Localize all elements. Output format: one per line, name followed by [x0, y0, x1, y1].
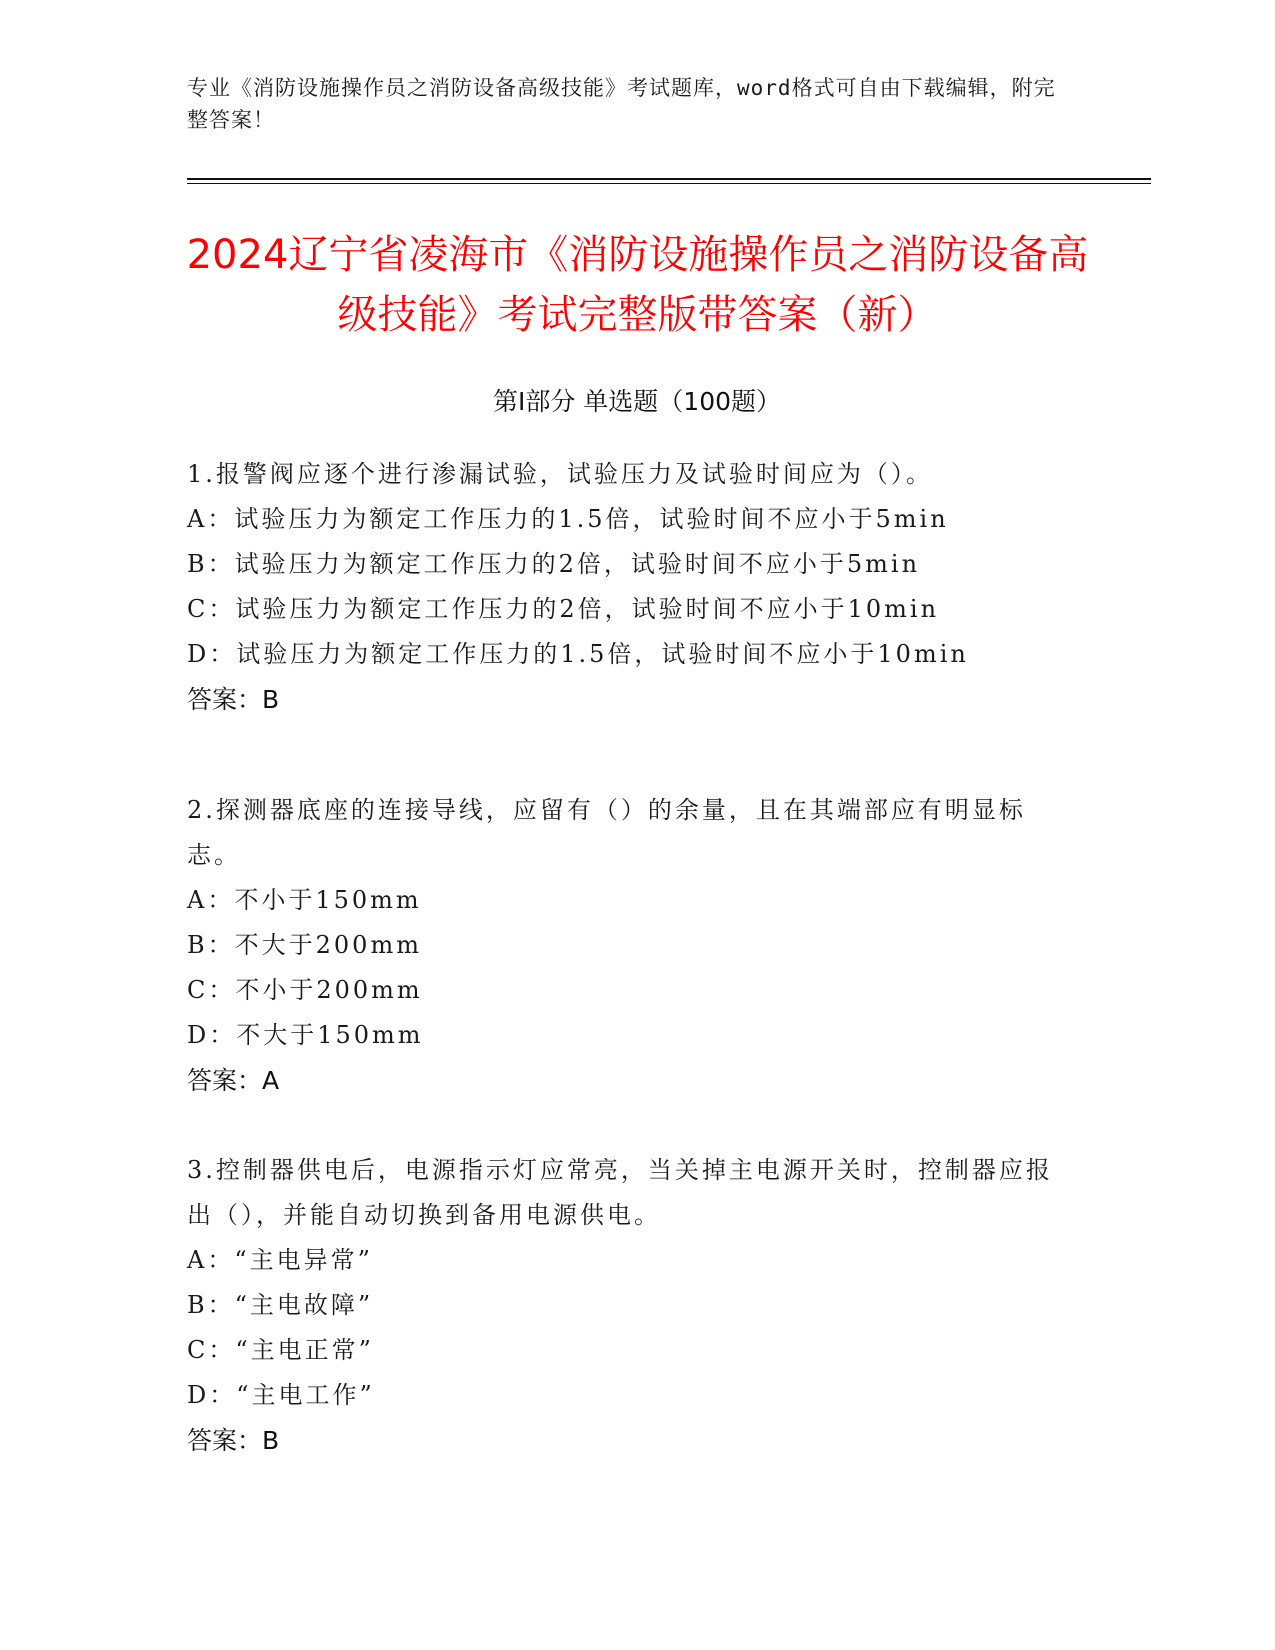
document-title: 2024辽宁省凌海市《消防设施操作员之消防设备高级技能》考试完整版带答案（新） — [186, 232, 1089, 338]
question-stem: 1.报警阀应逐个进行渗漏试验，试验压力及试验时间应为（）。 — [187, 460, 933, 488]
option-d: D：不大于150mm — [187, 1021, 424, 1049]
option-a: A：试验压力为额定工作压力的1.5倍，试验时间不应小于5min — [187, 505, 949, 533]
answer: 答案：A — [187, 1066, 280, 1095]
header-rule-thick — [187, 178, 1151, 180]
question-stem: 3.控制器供电后，电源指示灯应常亮，当关掉主电源开关时，控制器应报出（），并能自动切换到备用电源供电。 — [187, 1156, 1053, 1229]
option-d: D：试验压力为额定工作压力的1.5倍，试验时间不应小于10min — [187, 640, 969, 668]
option-a: A：“主电异常” — [187, 1246, 373, 1274]
option-b: B：试验压力为额定工作压力的2倍，试验时间不应小于5min — [187, 550, 921, 578]
answer: 答案：B — [187, 685, 280, 714]
answer: 答案：B — [187, 1426, 280, 1455]
option-c: C：“主电正常” — [187, 1336, 374, 1364]
question-3 — [187, 1148, 1067, 1463]
question-1 — [187, 452, 1067, 722]
option-b: B：“主电故障” — [187, 1291, 374, 1319]
header-rule-thin — [187, 183, 1151, 184]
option-c: C：不小于200mm — [187, 976, 423, 1004]
option-c: C：试验压力为额定工作压力的2倍，试验时间不应小于10min — [187, 595, 940, 623]
option-d: D：“主电工作” — [187, 1381, 375, 1409]
option-b: B：不大于200mm — [187, 931, 422, 959]
section-title: 第Ⅰ部分 单选题（100题） — [492, 387, 782, 416]
question-stem: 2.探测器底座的连接导线，应留有（）的余量，且在其端部应有明显标志。 — [187, 796, 1026, 869]
header-note: 专业《消防设施操作员之消防设备高级技能》考试题库，word格式可自由下载编辑，附完整答案！ — [187, 76, 1056, 132]
option-a: A：不小于150mm — [187, 886, 422, 914]
question-2 — [187, 788, 1067, 1103]
